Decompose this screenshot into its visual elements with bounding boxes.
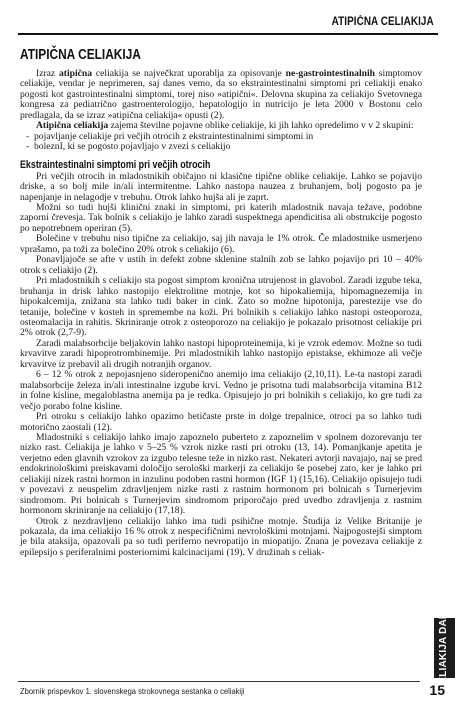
side-tab-label-wrap <box>436 597 452 691</box>
body-paragraph: Otrok z nezdravljeno celiakijo lahko ima tudi psihične motnje. Študija iz Velike Britanije je pokazala, da ima celiakijo 16 % otrok z nespecifičnimi nevrološkimi motnjami. Najpogostejši simptom je bila ataksija, opazovali pa so tudi periferno nevropatijo in miopatijo. Znana je povezava celiakije z epilepsijo s periferalnimi posteriornimi kalcinacijami (19). V družinah s celiak- <box>20 515 422 558</box>
running-header-title: ATIPIČNA CELIAKIJA <box>331 16 434 28</box>
running-header <box>18 13 438 35</box>
footer-text: Zbornik prispevkov 1. slovenskega strokovnega sestanka o celiakiji <box>20 686 245 696</box>
page-number: 15 <box>429 682 445 698</box>
forms-list <box>20 132 422 153</box>
list-item: - boleznI, ki se pogosto pojavljajo v zvezi s celiakijo <box>20 142 422 152</box>
intro-paragraph-1: Izraz atipična celiakija se največkrat uporablja za opisovanje ne-gastrointestinalnih simptomov celiakije, vendar je neprimeren, saj danes vemo, da so ekstraintestinalni simptomi pri celiakiji enako pogosti kot gastrointestinalni simptomi, torej niso »atipični«. Delovna skupina za celiakijo Svetovnega kongresa za pediatrično gastroenterologijo, hepatologijo in nutricijo je leta 2000 v Bostonu celo predlagala, da se izraz »atipična celiakija« opusti (2). <box>20 68 422 121</box>
section-heading: Ekstraintestinalni simptomi pri večjih otrocih <box>20 158 211 171</box>
footer-divider <box>18 681 420 682</box>
article-body <box>20 69 422 558</box>
side-tab-label: CELIAKIJA DANES <box>438 597 450 691</box>
body-paragraph: 6 – 12 % otrok z nepojasnjeno sideropenično anemijo ima celiakijo (2,10,11). Le-ta nastopi zaradi malabsorbcije železa in/ali intestinalne izgube krvi. Vedno je prisotna tudi malabsorbcija vitamina B12 in folne kisline, megaloblastna anemija pa je redka. Opisujejo jo pri bolnikih s celiakijo, ko gre tudi za večjo porabo folne kisline. <box>20 369 422 412</box>
list-item: - pojavljanje celiakije pri večjih otrocih z ekstraintestinalnimi simptomi in <box>20 132 422 142</box>
body-paragraph: Zaradi malabsorbcije beljakovin lahko nastopi hipoproteinemija, ki je vzrok edemov. Možne so tudi krvavitve zaradi hipoprotrombinemije. Pri mladostnikih lahko nastopijo epistakse, ekhimoze ali večje krvavitve iz prebavil ali drugih notranjih organov. <box>20 337 422 370</box>
body-paragraph: Možni so tudi hujši klinični znaki in simptomi, pri katerih mladostnik navaja težave, podobne zaporni črevesja. Tak bolnik s celiakijo je lahko zaradi suspektnega apendicitisa ali obstrukcije pogosto po nepotrebnem operiran (5). <box>20 201 422 234</box>
body-paragraph: Mladostniki s celiakijo lahko imajo zapoznelo puberteto z zapoznelim v spolnem dozorevanju ter nizko rast. Celiakija je lahko v 5–25 % vzrok nizke rasti pri otroku (13, 14). Pomanjkanje apetita je verjetno eden glavnih vzrokov za izgubo telesne teže in nizko rast. Nekateri avtorji navajajo, naj se pred endokrinološkimi preiskavami določijo serološki markerji za celiakijo še posebej zato, ker je lahko pri celiakiji nizek rastni hormon in inzulinu podoben rastni hormon (IGF 1) (15,16). Celiakijo opisujejo tudi v povezavi z neuspelim zdravljenjem nizke rasti z rastnim hormonom pri bolnicah s Turnerjevim sindromom. Pri bolnicah s Turnerjevim sindromom priporočajo pred uvedbo zdravljenja z rastnim hormonom skriniranje na celiakijo (17,18). <box>20 431 422 517</box>
body-paragraph: Bolečine v trebuhu niso tipične za celiakijo, saj jih navaja le 1% otrok. Če mladostnike usmerjeno vprašamo, pa toži za bolečino 20% otrok s celiakijo (6). <box>20 233 422 255</box>
body-paragraph: Pri otroku s celiakijo lahko opazimo betičaste prste in dolge trepalnice, otroci pa so lahko tudi motorično zaostali (12). <box>20 411 422 433</box>
body-paragraph: Pri mladostnikih s celiakijo sta pogost simptom kronična utrujenost in glavobol. Zaradi izgube teka, bruhanja in drisk lahko nastopijo elektrolitne motnje, kot so hipokaliemija, hipomagnezemija in hipokalcemija, znižana sta lahko tudi baker in cink. Zato so možne hipotonija, parestezije vse do tetanije, bolečine v kosteh in spremembe na koži. Pri bolnikih s celiakijo lahko nastopi osteoporoza, osteomalacija in rahitis. Skriniranje otrok z osteoporozo na celiakijo je pokazalo prisotnost celiakije pri 2% otrok (2,7-9). <box>20 275 422 339</box>
body-paragraph: Ponavljajoče se afte v ustih in defekt zobne sklenine stalnih zob se lahko pojavijo pri 10 – 40% otrok s celiakijo (2). <box>20 254 422 276</box>
body-paragraph: Pri večjih otrocih in mladostnikih običajno ni klasične tipične oblike celiakije. Lahko se pojavijo driske, a so bolj mile in/ali intermitentne. Lahko nastopa nauzea z bruhanjem, bolj pogosto pa je napenjanje in nelagodje v trebuhu. Otrok lahko hujša ali je zaprt. <box>20 170 422 203</box>
article-title: ATIPIČNA CELIAKIJA <box>20 47 141 63</box>
intro-paragraph-2: Atipična celiakija zajema številne pojavne oblike celiakije, ki jih lahko opredelimo v v 2 skupini: <box>36 120 414 132</box>
